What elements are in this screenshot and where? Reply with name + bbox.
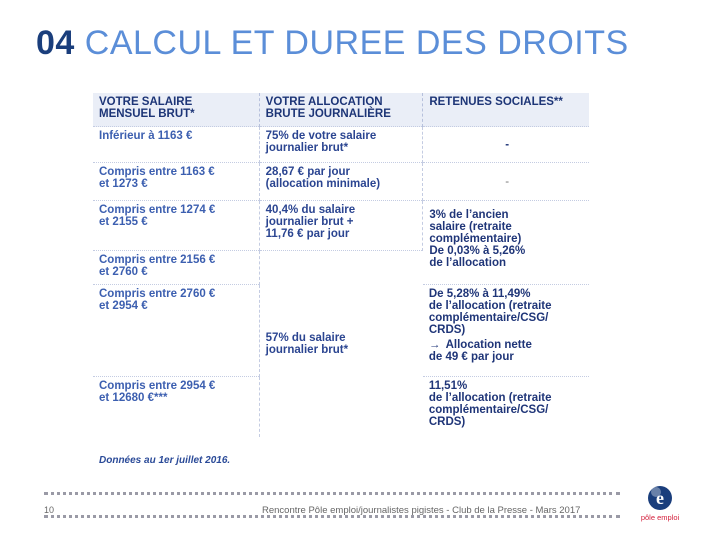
retenues-cell-merged-a: 3% de l’ancien salaire (retraite complémentaire) De 0,03% à 5,26% de l’allocation (423, 201, 589, 285)
salary-cell: Compris entre 1163 € et 1273 € (93, 163, 259, 201)
data-date-note: Données au 1er juillet 2016. (99, 455, 231, 466)
rights-table-container (93, 93, 589, 449)
footer-divider-top (44, 492, 620, 495)
allocation-cell: 40,4% du salaire journalier brut + 11,76 € par jour (259, 201, 423, 251)
salary-cell: Compris entre 2760 € et 2954 € (93, 285, 259, 377)
arrow-right-icon: → (428, 339, 441, 351)
allocation-cell-merged: 57% du salaire journalier brut* (259, 251, 423, 437)
title-number: 04 (36, 24, 75, 62)
pole-emploi-logo (636, 484, 684, 524)
salary-cell: Compris entre 2954 € et 12680 €*** (93, 377, 259, 437)
header-salary: VOTRE SALAIRE MENSUEL BRUT* (93, 93, 259, 127)
retenues-cell: 11,51% de l’allocation (retraite complémentaire/CSG/ CRDS) (423, 377, 589, 437)
rights-table (93, 93, 589, 437)
logo-letter: e (656, 488, 664, 508)
allocation-cell: 75% de votre salaire journalier brut* (259, 127, 423, 163)
salary-cell: Compris entre 2156 € et 2760 € (93, 251, 259, 285)
salary-cell: Inférieur à 1163 € (93, 127, 259, 163)
table-row (93, 201, 589, 251)
table-row (93, 127, 589, 163)
title-text: CALCUL ET DUREE DES DROITS (84, 24, 629, 62)
page-number: 10 (44, 505, 55, 515)
footer-text: Rencontre Pôle emploi/journalistes pigistes - Club de la Presse - Mars 2017 (262, 505, 581, 516)
header-allocation: VOTRE ALLOCATION BRUTE JOURNALIÈRE (259, 93, 423, 127)
table-row (93, 163, 589, 201)
logo-text: pôle emploi (640, 513, 680, 522)
salary-cell: Compris entre 1274 € et 2155 € (93, 201, 259, 251)
allocation-cell: 28,67 € par jour (allocation minimale) (259, 163, 423, 201)
table-header-row (93, 93, 589, 127)
retenues-cell: - (423, 127, 589, 163)
page-title (36, 24, 629, 63)
header-retenues: RETENUES SOCIALES** (423, 93, 589, 127)
retenues-cell: - (423, 163, 589, 201)
retenues-cell-merged-b: De 5,28% à 11,49% de l’allocation (retraite complémentaire/CSG/ CRDS) → Allocation nette de 49 € par jour (423, 285, 589, 377)
